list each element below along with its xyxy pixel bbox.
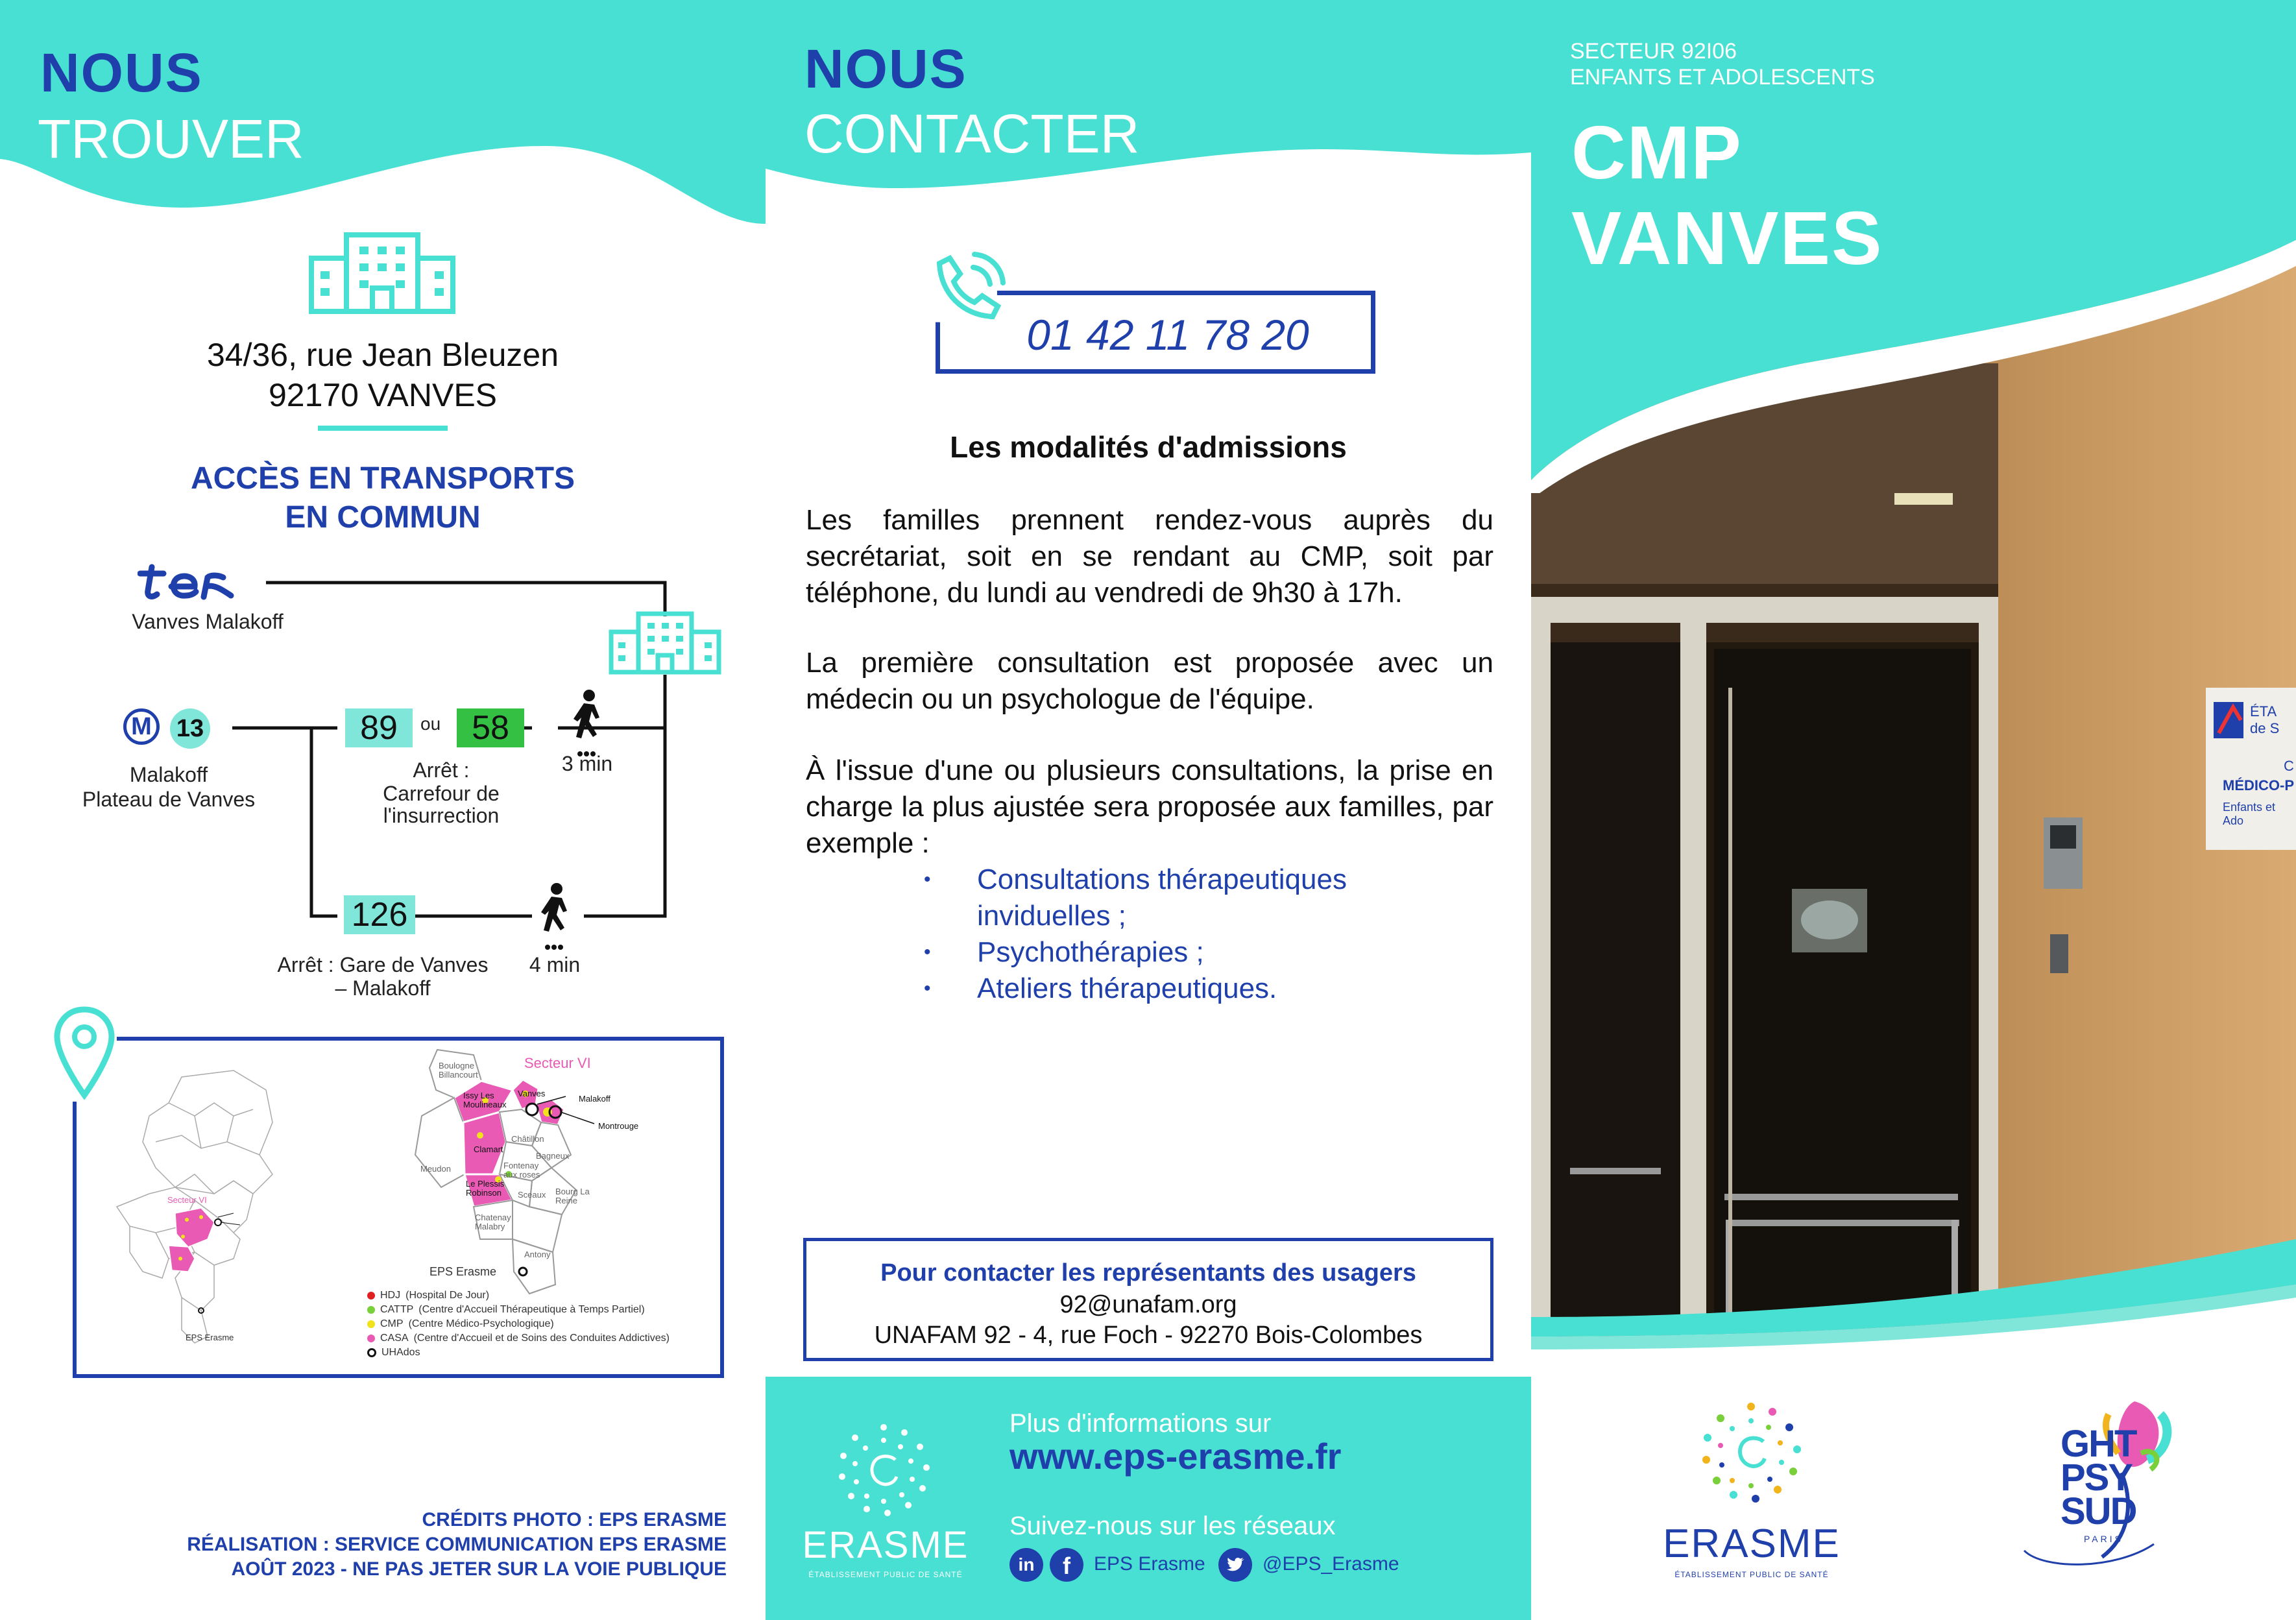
linkedin-icon[interactable]: in <box>1009 1548 1043 1582</box>
left-panel <box>0 0 766 1620</box>
map-town-boulogne: Boulogne Billancourt <box>439 1061 478 1080</box>
bullet-dot: • <box>924 941 931 963</box>
sector-line1: SECTEUR 92I06 <box>1570 39 1737 64</box>
map-town-vanves: Vanves <box>518 1089 546 1098</box>
erasme-logo-text: ERASME <box>802 1524 969 1566</box>
ght-line2: PSY <box>2060 1457 2133 1499</box>
info-label: Plus d'informations sur <box>1009 1409 1272 1438</box>
bullet-text: Consultations thérapeutiques inviduelles ; <box>977 864 1347 932</box>
legend-desc: (Centre d'Accueil et de Soins des Conduites Addictives) <box>413 1333 670 1344</box>
address-line1: 34/36, rue Jean Bleuzen <box>206 337 559 373</box>
map-eps-label: EPS Erasme <box>429 1265 497 1278</box>
walk-time-a: 3 min <box>561 752 613 775</box>
bullet-dot: • <box>924 869 931 890</box>
right-panel <box>1531 0 2296 1620</box>
address-line2: 92170 VANVES <box>268 377 498 413</box>
map-legend <box>367 1288 705 1360</box>
facebook-handle[interactable]: EPS Erasme <box>1094 1553 1205 1575</box>
website-link[interactable]: www.eps-erasme.fr <box>1009 1436 1342 1477</box>
erasme-logo-right-icon <box>1696 1397 1806 1508</box>
legend-desc: (Centre d'Accueil Thérapeutique à Temps Partiel) <box>418 1304 645 1315</box>
erasme-right-logo-sub: ÉTABLISSEMENT PUBLIC DE SANTÉ <box>1674 1570 1829 1579</box>
map-sector-label: Secteur VI <box>524 1055 591 1071</box>
twitter-handle[interactable]: @EPS_Erasme <box>1263 1553 1399 1575</box>
credits-line1: CRÉDITS PHOTO : EPS ERASME <box>422 1509 727 1530</box>
bullet-item <box>924 862 1482 934</box>
photo-sign-line5: Enfants et Ado <box>2223 801 2276 827</box>
legend-label: CATTP <box>380 1304 414 1315</box>
facebook-icon[interactable]: f <box>1050 1548 1083 1582</box>
walking-person-icon <box>567 689 606 760</box>
bus-58-badge: 58 <box>457 708 524 747</box>
legend-desc: (Hospital De Jour) <box>405 1290 490 1301</box>
map-town-bagneux: Bagneux <box>536 1151 570 1161</box>
department-map <box>104 1064 337 1349</box>
middle-panel <box>766 0 1531 1620</box>
ght-line1: GHT <box>2060 1423 2136 1465</box>
map-town-chatenay: Chatenay Malabry <box>475 1213 511 1231</box>
erasme-logo-sub: ÉTABLISSEMENT PUBLIC DE SANTÉ <box>808 1570 963 1579</box>
map-small-eps-label: EPS Erasme <box>186 1333 234 1342</box>
legend-label: CASA <box>380 1333 409 1344</box>
legend-dot-cattp <box>367 1306 375 1314</box>
middle-heading-light: CONTACTER <box>804 103 1140 164</box>
map-small-sector-label: Secteur VI <box>167 1195 207 1205</box>
transport-route-lines <box>0 0 766 1038</box>
legend-row-hdj <box>367 1288 705 1303</box>
map-town-meudon: Meudon <box>420 1164 451 1174</box>
stop-c-line2: – Malakoff <box>335 976 431 1000</box>
transport-title-line2: EN COMMUN <box>285 500 481 535</box>
transport-title-line1: ACCÈS EN TRANSPORTS <box>190 461 575 496</box>
sector-line2: ENFANTS ET ADOLESCENTS <box>1570 65 1875 90</box>
reps-email[interactable]: 92@unafam.org <box>1059 1291 1237 1318</box>
credits-line2: RÉALISATION : SERVICE COMMUNICATION EPS ERASME <box>187 1534 727 1555</box>
admission-para3: À l'issue d'une ou plusieurs consultations, la prise en charge la plus ajustée sera proposée aux familles, par exemple : <box>806 755 1493 859</box>
cmp-title-line2: VANVES <box>1571 196 1883 280</box>
ter-logo-icon <box>138 558 235 605</box>
legend-dot-casa <box>367 1335 375 1342</box>
photo-sign-line1: ÉTA <box>2250 703 2277 719</box>
metro-station-line1: Malakoff <box>129 763 208 786</box>
reps-address: UNAFAM 92 - 4, rue Foch - 92270 Bois-Colombes <box>874 1322 1423 1349</box>
bullet-text: Ateliers thérapeutiques. <box>977 973 1277 1004</box>
map-town-chatillon: Châtillon <box>511 1134 544 1144</box>
credits-line3: AOÛT 2023 - NE PAS JETER SUR LA VOIE PUBLIQUE <box>231 1558 727 1580</box>
map-town-malakoff: Malakoff <box>579 1094 610 1104</box>
stop-a-line3: l'insurrection <box>383 804 500 827</box>
stop-c-line1: Arrêt : Gare de Vanves <box>277 953 489 976</box>
map-town-montrouge: Montrouge <box>598 1121 639 1131</box>
legend-row-cattp <box>367 1303 705 1317</box>
legend-label: CMP <box>380 1318 404 1329</box>
legend-row-cmp <box>367 1317 705 1331</box>
photo-sign-line2: de S <box>2250 720 2280 736</box>
social-label: Suivez-nous sur les réseaux <box>1009 1512 1336 1540</box>
middle-heading-bold: NOUS <box>804 38 967 99</box>
stop-a-line1: Arrêt : <box>413 758 470 782</box>
bullet-dot: • <box>924 978 931 999</box>
ght-line3: SUD <box>2060 1490 2136 1532</box>
bullet-item <box>924 971 1482 1007</box>
train-station: Vanves Malakoff <box>132 610 284 633</box>
admission-para1: Les familles prennent rendez-vous auprès du secrétariat, soit en se rendant au CMP, soit par téléphone, du lundi au vendredi de 9h30 à 17h. <box>806 504 1493 609</box>
reps-title: Pour contacter les représentants des usagers <box>880 1259 1416 1287</box>
legend-ring-uhados <box>367 1348 376 1357</box>
bus-or-label: ou <box>420 714 441 734</box>
destination-building-icon <box>607 610 723 675</box>
legend-dot-cmp <box>367 1320 375 1328</box>
legend-row-casa <box>367 1331 705 1346</box>
bullet-list <box>924 862 1482 1007</box>
legend-label: UHAdos <box>381 1347 420 1358</box>
bus-126-badge: 126 <box>344 895 415 934</box>
map-town-bourg: Bourg La Reine <box>555 1187 590 1205</box>
erasme-right-logo-text: ERASME <box>1663 1521 1841 1566</box>
legend-dot-hdj <box>367 1292 375 1300</box>
admission-para2: La première consultation est proposée avec un médecin ou un psychologue de l'équipe. <box>806 647 1493 715</box>
left-heading-bold: NOUS <box>40 42 203 103</box>
map-town-clamart: Clamart <box>474 1144 503 1154</box>
stop-a-line2: Carrefour de <box>383 782 500 805</box>
map-town-antony: Antony <box>524 1250 551 1259</box>
map-town-sceaux: Sceaux <box>518 1190 546 1200</box>
walking-person-icon-2 <box>535 882 574 954</box>
map-town-issy: Issy Les Moulineaux <box>463 1091 507 1109</box>
photo-sign-line3: C <box>2284 758 2294 774</box>
erasme-logo-icon <box>832 1418 936 1522</box>
photo-sign-line4: MÉDICO-P <box>2223 777 2294 793</box>
map-town-plessis: Le Plessis Robinson <box>466 1179 505 1198</box>
metro-line-badge: 13 <box>170 708 210 749</box>
legend-row-uhados <box>367 1346 705 1360</box>
ght-line4: PARIS <box>2084 1534 2123 1544</box>
legend-desc: (Centre Médico-Psychologique) <box>408 1318 554 1329</box>
legend-label: HDJ <box>380 1290 401 1301</box>
twitter-icon[interactable] <box>1218 1548 1252 1582</box>
cmp-title-line1: CMP <box>1571 110 1743 195</box>
bullet-item <box>924 934 1482 971</box>
bus-89-badge: 89 <box>345 708 413 747</box>
left-heading-light: TROUVER <box>38 108 304 169</box>
bullet-text: Psychothérapies ; <box>977 936 1204 968</box>
map-town-fontenay: Fontenay aux roses <box>503 1161 540 1179</box>
metro-icon: M <box>123 708 160 745</box>
metro-station-line2: Plateau de Vanves <box>82 788 256 811</box>
admission-title: Les modalités d'admissions <box>950 430 1347 464</box>
phone-number[interactable]: 01 42 11 78 20 <box>1026 311 1309 359</box>
representatives-box <box>803 1238 1493 1361</box>
walk-time-c: 4 min <box>529 953 581 976</box>
